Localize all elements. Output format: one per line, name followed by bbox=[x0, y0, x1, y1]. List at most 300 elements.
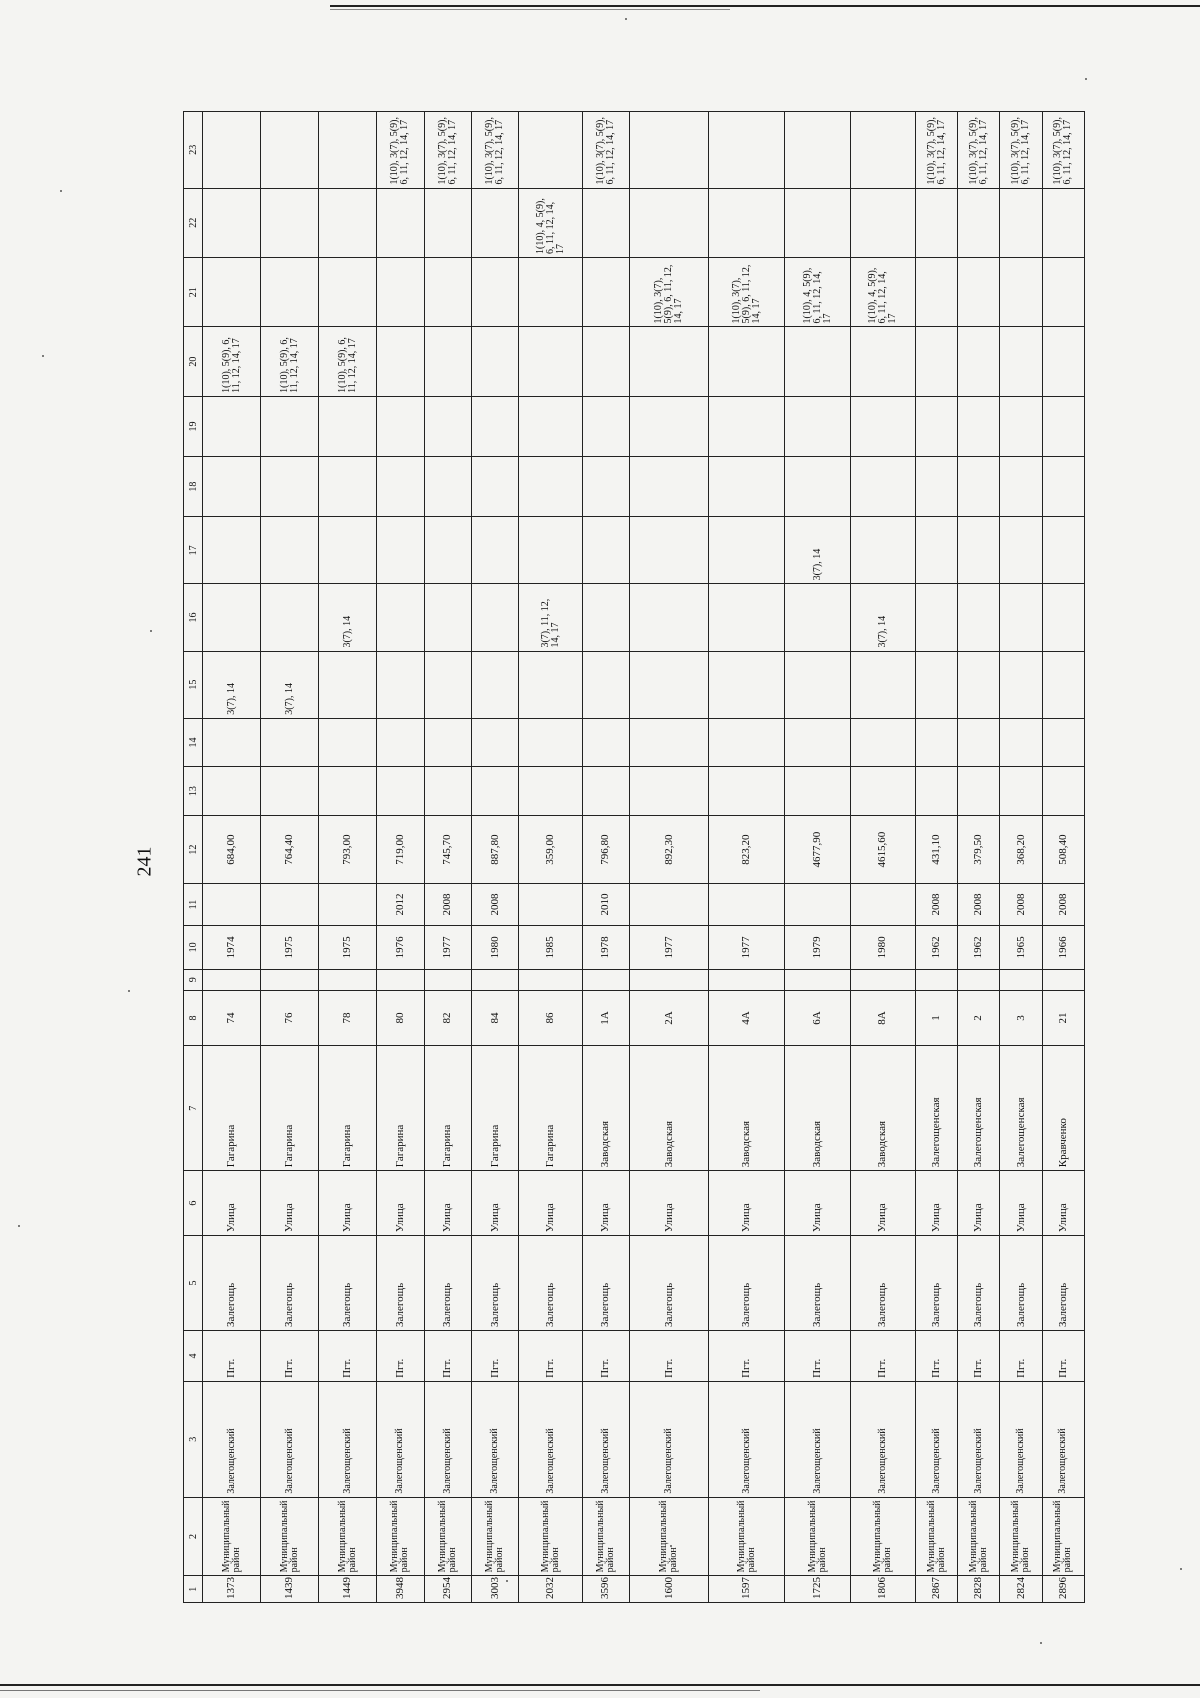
table-cell bbox=[916, 327, 958, 396]
table-cell bbox=[424, 584, 471, 651]
speck bbox=[42, 355, 44, 357]
column-header: 9 bbox=[184, 969, 203, 990]
table-cell bbox=[958, 188, 1000, 257]
table-cell: Заводская bbox=[850, 1046, 915, 1171]
table-cell: Муниципальный район bbox=[709, 1497, 785, 1576]
table-cell bbox=[958, 584, 1000, 651]
table-cell bbox=[709, 396, 785, 456]
table-cell: 3(7), 14 bbox=[850, 584, 915, 651]
table-cell: Улица bbox=[785, 1171, 850, 1236]
table-cell bbox=[850, 457, 915, 517]
table-cell bbox=[850, 969, 915, 990]
table-cell: 6А bbox=[785, 990, 850, 1046]
table-cell bbox=[1000, 327, 1042, 396]
table-cell: 1(10), 4, 5(9), 6, 11, 12, 14, 17 bbox=[785, 257, 850, 326]
table-cell bbox=[519, 517, 582, 584]
column-header: 22 bbox=[184, 188, 203, 257]
table-cell: Залегощенский bbox=[203, 1381, 261, 1497]
table-cell bbox=[203, 584, 261, 651]
table-cell bbox=[850, 651, 915, 718]
table-cell: 1962 bbox=[916, 925, 958, 969]
table-cell: 1980 bbox=[471, 925, 518, 969]
table-cell bbox=[203, 517, 261, 584]
table-cell: 2008 bbox=[471, 884, 518, 926]
scan-edge-top-faint bbox=[330, 9, 730, 10]
table-cell: 8А bbox=[850, 990, 915, 1046]
table-cell bbox=[709, 327, 785, 396]
table-cell: Залегощь bbox=[850, 1236, 915, 1331]
table-cell: 1(10), 3(7), 5(9), 6, 11, 12, 14, 17 bbox=[958, 112, 1000, 189]
table-cell bbox=[261, 517, 319, 584]
table-cell: 1725 bbox=[785, 1576, 850, 1603]
table-cell: Улица bbox=[958, 1171, 1000, 1236]
table-rotated-container bbox=[183, 111, 1085, 1603]
table-cell bbox=[582, 517, 629, 584]
table-cell: 1(10), 3(7), 5(9), 6, 11, 12, 14, 17 bbox=[1000, 112, 1042, 189]
table-cell bbox=[1000, 396, 1042, 456]
table-cell bbox=[471, 584, 518, 651]
table-cell bbox=[850, 188, 915, 257]
table-cell bbox=[471, 396, 518, 456]
table-cell: 3948 bbox=[377, 1576, 424, 1603]
table-row bbox=[377, 112, 424, 1603]
table-cell bbox=[377, 396, 424, 456]
table-cell: 2828 bbox=[958, 1576, 1000, 1603]
table-row bbox=[471, 112, 518, 1603]
table-cell bbox=[519, 884, 582, 926]
table-cell bbox=[319, 517, 377, 584]
table-cell bbox=[785, 396, 850, 456]
table-cell bbox=[916, 651, 958, 718]
table-cell: 1975 bbox=[319, 925, 377, 969]
table-cell bbox=[785, 584, 850, 651]
table-cell bbox=[319, 884, 377, 926]
table-cell bbox=[916, 584, 958, 651]
header-row bbox=[184, 112, 203, 1603]
table-cell: Пгт. bbox=[916, 1331, 958, 1382]
table-cell: 1965 bbox=[1000, 925, 1042, 969]
table-cell bbox=[424, 767, 471, 816]
table-cell: 1966 bbox=[1042, 925, 1084, 969]
table-cell: Гагарина bbox=[261, 1046, 319, 1171]
table-cell bbox=[519, 651, 582, 718]
table-cell bbox=[958, 969, 1000, 990]
table-cell: 2012 bbox=[377, 884, 424, 926]
table-cell bbox=[916, 188, 958, 257]
table-cell: 508,40 bbox=[1042, 815, 1084, 883]
table-cell: 3 bbox=[1000, 990, 1042, 1046]
table-cell: Муниципальный район bbox=[850, 1497, 915, 1576]
table-cell: 82 bbox=[424, 990, 471, 1046]
table-cell bbox=[424, 188, 471, 257]
table-cell bbox=[203, 188, 261, 257]
column-header: 5 bbox=[184, 1236, 203, 1331]
table-cell bbox=[1000, 457, 1042, 517]
table-cell bbox=[471, 327, 518, 396]
table-cell: 1977 bbox=[424, 925, 471, 969]
table-cell: 2008 bbox=[1042, 884, 1084, 926]
table-cell: Муниципальный район bbox=[1000, 1497, 1042, 1576]
table-cell: Залегощенский bbox=[1042, 1381, 1084, 1497]
table-cell: Гагарина bbox=[319, 1046, 377, 1171]
table-cell: 1600 bbox=[630, 1576, 709, 1603]
table-cell: Пгт. bbox=[377, 1331, 424, 1382]
table-cell bbox=[850, 112, 915, 189]
table-cell bbox=[203, 767, 261, 816]
table-cell bbox=[519, 327, 582, 396]
table-cell: Залегощь bbox=[471, 1236, 518, 1331]
table-cell bbox=[1042, 327, 1084, 396]
column-header: 23 bbox=[184, 112, 203, 189]
table-cell bbox=[785, 188, 850, 257]
table-cell: Муниципальный район bbox=[319, 1497, 377, 1576]
table-cell: Улица bbox=[377, 1171, 424, 1236]
table-cell bbox=[377, 188, 424, 257]
table-cell bbox=[519, 257, 582, 326]
table-cell bbox=[850, 396, 915, 456]
table-cell: Пгт. bbox=[582, 1331, 629, 1382]
table-cell bbox=[630, 969, 709, 990]
table-cell: Улица bbox=[203, 1171, 261, 1236]
table-cell: 1(10), 3(7), 5(9), 6, 11, 12, 14, 17 bbox=[377, 112, 424, 189]
table-cell: Гагарина bbox=[471, 1046, 518, 1171]
table-cell bbox=[785, 327, 850, 396]
table-cell bbox=[916, 517, 958, 584]
table-cell bbox=[377, 651, 424, 718]
table-cell: 21 bbox=[1042, 990, 1084, 1046]
table-cell bbox=[958, 396, 1000, 456]
table-cell: 745,70 bbox=[424, 815, 471, 883]
table-cell: Пгт. bbox=[319, 1331, 377, 1382]
table-cell: 2010 bbox=[582, 884, 629, 926]
table-cell bbox=[203, 112, 261, 189]
column-header: 19 bbox=[184, 396, 203, 456]
table-cell: Залегощенский bbox=[785, 1381, 850, 1497]
table-cell bbox=[1042, 188, 1084, 257]
table-cell bbox=[519, 396, 582, 456]
column-header: 8 bbox=[184, 990, 203, 1046]
table-cell bbox=[377, 517, 424, 584]
column-header: 11 bbox=[184, 884, 203, 926]
table-cell: 84 bbox=[471, 990, 518, 1046]
table-cell bbox=[630, 718, 709, 767]
table-cell bbox=[319, 767, 377, 816]
table-cell bbox=[261, 112, 319, 189]
table-cell bbox=[1042, 457, 1084, 517]
table-cell: Улица bbox=[471, 1171, 518, 1236]
table-cell bbox=[958, 767, 1000, 816]
table-cell bbox=[582, 327, 629, 396]
table-cell: Муниципальный район bbox=[471, 1497, 518, 1576]
table-cell: 80 bbox=[377, 990, 424, 1046]
table-cell bbox=[709, 457, 785, 517]
table-cell bbox=[377, 584, 424, 651]
table-cell: Залегощь bbox=[519, 1236, 582, 1331]
table-cell bbox=[1000, 767, 1042, 816]
table-cell: 1(10), 4, 5(9), 6, 11, 12, 14, 17 bbox=[519, 188, 582, 257]
table-cell: 2867 bbox=[916, 1576, 958, 1603]
table-cell: Пгт. bbox=[785, 1331, 850, 1382]
table-cell bbox=[261, 969, 319, 990]
table-cell bbox=[203, 257, 261, 326]
speck bbox=[18, 1225, 20, 1227]
table-cell: Пгт. bbox=[1042, 1331, 1084, 1382]
table-cell: 796,80 bbox=[582, 815, 629, 883]
table-cell bbox=[424, 457, 471, 517]
table-cell: Залегощенский bbox=[319, 1381, 377, 1497]
table-cell: Гагарина bbox=[203, 1046, 261, 1171]
table-cell bbox=[958, 457, 1000, 517]
table-cell: Залегощь bbox=[203, 1236, 261, 1331]
table-cell: 1(10), 5(9), 6, 11, 12, 14, 17 bbox=[203, 327, 261, 396]
table-cell bbox=[203, 969, 261, 990]
table-cell: Пгт. bbox=[519, 1331, 582, 1382]
column-header: 6 bbox=[184, 1171, 203, 1236]
table-cell bbox=[424, 327, 471, 396]
table-cell bbox=[319, 396, 377, 456]
table-cell bbox=[471, 457, 518, 517]
table-cell: 2008 bbox=[916, 884, 958, 926]
table-cell bbox=[785, 457, 850, 517]
table-cell: Муниципальный район bbox=[424, 1497, 471, 1576]
table-cell: Залегощь bbox=[1042, 1236, 1084, 1331]
table-cell bbox=[261, 188, 319, 257]
table-cell bbox=[319, 112, 377, 189]
table-cell: Улица bbox=[424, 1171, 471, 1236]
table-cell: 431,10 bbox=[916, 815, 958, 883]
table-cell bbox=[1000, 188, 1042, 257]
table-cell: Залегощенский bbox=[1000, 1381, 1042, 1497]
table-cell: 2008 bbox=[424, 884, 471, 926]
table-cell bbox=[203, 457, 261, 517]
table-cell: Заводская bbox=[709, 1046, 785, 1171]
table-cell bbox=[582, 651, 629, 718]
table-row bbox=[916, 112, 958, 1603]
table-cell: 793,00 bbox=[319, 815, 377, 883]
table-cell bbox=[630, 396, 709, 456]
table-cell: Пгт. bbox=[1000, 1331, 1042, 1382]
table-cell: 76 bbox=[261, 990, 319, 1046]
table-cell bbox=[261, 257, 319, 326]
table-cell bbox=[1042, 718, 1084, 767]
table-cell: 2008 bbox=[958, 884, 1000, 926]
table-cell bbox=[785, 767, 850, 816]
table-cell bbox=[630, 457, 709, 517]
table-cell: 3(7), 14 bbox=[261, 651, 319, 718]
table-cell: Улица bbox=[1042, 1171, 1084, 1236]
speck bbox=[625, 18, 627, 20]
table-cell bbox=[1000, 517, 1042, 584]
table-cell: Пгт. bbox=[471, 1331, 518, 1382]
table-cell bbox=[377, 327, 424, 396]
column-header: 7 bbox=[184, 1046, 203, 1171]
column-header: 1 bbox=[184, 1576, 203, 1603]
table-cell: 1(10), 5(9), 6, 11, 12, 14, 17 bbox=[319, 327, 377, 396]
table-cell: 1(10), 3(7), 5(9), 6, 11, 12, 14, 17 bbox=[1042, 112, 1084, 189]
table-cell: 3(7), 14 bbox=[785, 517, 850, 584]
table-cell: Заводская bbox=[785, 1046, 850, 1171]
table-cell bbox=[319, 188, 377, 257]
table-cell bbox=[1000, 651, 1042, 718]
table-cell bbox=[916, 718, 958, 767]
table-cell: 74 bbox=[203, 990, 261, 1046]
table-cell bbox=[916, 767, 958, 816]
table-cell: Улица bbox=[630, 1171, 709, 1236]
table-cell: 2824 bbox=[1000, 1576, 1042, 1603]
table-cell bbox=[916, 396, 958, 456]
table-cell: 2А bbox=[630, 990, 709, 1046]
table-cell bbox=[261, 584, 319, 651]
table-cell bbox=[582, 257, 629, 326]
speck bbox=[1085, 78, 1087, 80]
table-cell: Улица bbox=[1000, 1171, 1042, 1236]
table-cell bbox=[424, 969, 471, 990]
table-cell bbox=[519, 767, 582, 816]
table-cell: Гагарина bbox=[424, 1046, 471, 1171]
table-cell: 1976 bbox=[377, 925, 424, 969]
table-cell bbox=[958, 257, 1000, 326]
table-cell bbox=[1042, 969, 1084, 990]
table-cell bbox=[582, 767, 629, 816]
table-cell bbox=[424, 517, 471, 584]
table-cell bbox=[582, 396, 629, 456]
table-cell: Пгт. bbox=[709, 1331, 785, 1382]
table-cell bbox=[1042, 767, 1084, 816]
table-cell: 1(10), 3(7), 5(9), 6, 11, 12, 14, 17 bbox=[630, 257, 709, 326]
table-cell bbox=[582, 188, 629, 257]
table-cell bbox=[958, 327, 1000, 396]
table-row bbox=[319, 112, 377, 1603]
table-row bbox=[709, 112, 785, 1603]
table-cell bbox=[1000, 969, 1042, 990]
table-cell: Залегощь bbox=[1000, 1236, 1042, 1331]
table-cell bbox=[1042, 396, 1084, 456]
column-header: 20 bbox=[184, 327, 203, 396]
table-cell bbox=[630, 584, 709, 651]
table-row bbox=[519, 112, 582, 1603]
table-cell bbox=[377, 257, 424, 326]
speck bbox=[1180, 1568, 1182, 1570]
table-cell bbox=[785, 884, 850, 926]
table-cell bbox=[519, 718, 582, 767]
table-cell: 4677,90 bbox=[785, 815, 850, 883]
table-cell bbox=[261, 457, 319, 517]
table-cell: Улица bbox=[916, 1171, 958, 1236]
table-cell: Залегощенский bbox=[471, 1381, 518, 1497]
table-cell bbox=[319, 457, 377, 517]
column-header: 10 bbox=[184, 925, 203, 969]
table-cell bbox=[471, 517, 518, 584]
registry-table bbox=[183, 111, 1085, 1603]
table-cell: Улица bbox=[709, 1171, 785, 1236]
table-cell bbox=[582, 584, 629, 651]
table-cell: 4А bbox=[709, 990, 785, 1046]
table-cell bbox=[1042, 257, 1084, 326]
table-cell: 892,30 bbox=[630, 815, 709, 883]
table-cell: Муниципальный район bbox=[958, 1497, 1000, 1576]
table-cell: 359,00 bbox=[519, 815, 582, 883]
table-cell bbox=[850, 767, 915, 816]
table-cell bbox=[471, 969, 518, 990]
table-cell bbox=[785, 651, 850, 718]
table-row bbox=[630, 112, 709, 1603]
table-cell: Улица bbox=[519, 1171, 582, 1236]
table-cell bbox=[519, 112, 582, 189]
table-cell: 1975 bbox=[261, 925, 319, 969]
table-cell: 1979 bbox=[785, 925, 850, 969]
table-cell: Муниципальный район bbox=[519, 1497, 582, 1576]
table-cell: 3(7), 14 bbox=[319, 584, 377, 651]
table-cell: Залегощенская bbox=[958, 1046, 1000, 1171]
table-cell: 1(10), 5(9), 6, 11, 12, 14, 17 bbox=[261, 327, 319, 396]
column-header: 16 bbox=[184, 584, 203, 651]
table-cell bbox=[203, 396, 261, 456]
table-cell bbox=[319, 651, 377, 718]
table-cell: 1597 bbox=[709, 1576, 785, 1603]
table-cell: Залегощь bbox=[630, 1236, 709, 1331]
table-cell bbox=[424, 718, 471, 767]
table-row bbox=[582, 112, 629, 1603]
table-cell bbox=[630, 517, 709, 584]
column-header: 2 bbox=[184, 1497, 203, 1576]
table-cell bbox=[709, 188, 785, 257]
column-header: 14 bbox=[184, 718, 203, 767]
table-cell: Залегощенский bbox=[630, 1381, 709, 1497]
table-cell bbox=[582, 457, 629, 517]
table-cell: 719,00 bbox=[377, 815, 424, 883]
table-cell: 1А bbox=[582, 990, 629, 1046]
table-cell: Залегощь bbox=[261, 1236, 319, 1331]
table-cell: Пгт. bbox=[630, 1331, 709, 1382]
table-cell bbox=[203, 884, 261, 926]
table-cell bbox=[709, 767, 785, 816]
table-cell: 1977 bbox=[709, 925, 785, 969]
table-cell bbox=[471, 257, 518, 326]
column-header: 18 bbox=[184, 457, 203, 517]
table-cell: 1980 bbox=[850, 925, 915, 969]
table-cell: Залегощенский bbox=[424, 1381, 471, 1497]
table-cell: 1(10), 4, 5(9), 6, 11, 12, 14, 17 bbox=[850, 257, 915, 326]
table-cell: 2 bbox=[958, 990, 1000, 1046]
column-header: 21 bbox=[184, 257, 203, 326]
table-cell bbox=[916, 457, 958, 517]
table-cell bbox=[709, 584, 785, 651]
table-cell: Залегощь bbox=[424, 1236, 471, 1331]
table-cell bbox=[203, 718, 261, 767]
table-row bbox=[785, 112, 850, 1603]
scan-edge-bottom bbox=[0, 1684, 1200, 1686]
table-cell: Пгт. bbox=[850, 1331, 915, 1382]
table-cell bbox=[709, 969, 785, 990]
table-cell: Гагарина bbox=[377, 1046, 424, 1171]
table-cell: 2954 bbox=[424, 1576, 471, 1603]
table-cell: Залегощь bbox=[958, 1236, 1000, 1331]
table-cell bbox=[377, 969, 424, 990]
table-cell: Улица bbox=[261, 1171, 319, 1236]
table-cell: Пгт. bbox=[958, 1331, 1000, 1382]
table-cell bbox=[785, 969, 850, 990]
table-cell bbox=[850, 884, 915, 926]
table-cell bbox=[785, 112, 850, 189]
table-cell: Муниципальный район bbox=[582, 1497, 629, 1576]
table-cell bbox=[630, 112, 709, 189]
table-cell: Залегощенский bbox=[519, 1381, 582, 1497]
table-cell: 823,20 bbox=[709, 815, 785, 883]
table-cell: Муниципальный район bbox=[916, 1497, 958, 1576]
table-cell bbox=[916, 969, 958, 990]
page-number: 241 bbox=[133, 846, 156, 877]
table-row bbox=[203, 112, 261, 1603]
